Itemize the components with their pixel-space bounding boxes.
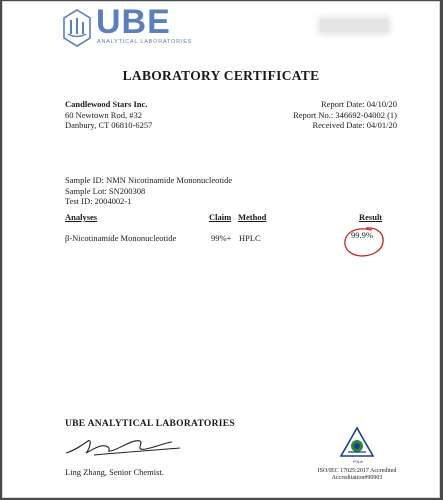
chemist-name: Ling Zhang, Senior Chemist. (65, 467, 164, 477)
lab-name: UBE ANALYTICAL LABORATORIES (65, 419, 236, 429)
sample-info-block (65, 175, 232, 207)
test-id: Test ID: 2004002-1 (65, 196, 132, 206)
header-method: Method (238, 212, 267, 222)
client-address-line1: 60 Newtown Rod, #32 (65, 109, 142, 120)
row-method: HPLC (239, 233, 261, 243)
accreditation-logo-icon (339, 426, 375, 458)
accreditation-text (302, 468, 412, 482)
certificate-page (2, 1, 440, 498)
sample-id: Sample ID: NMN Nicotinamide Mononucleotide (65, 175, 233, 185)
brand-name: UBE (96, 3, 171, 41)
signature-image (64, 431, 184, 463)
result-annotation-circle (342, 225, 386, 259)
ube-logo-mark-icon (62, 9, 92, 47)
header-analyses: Analyses (65, 212, 98, 222)
accreditation-logo-label: PJLA (353, 459, 363, 464)
redacted-area (320, 19, 388, 32)
row-claim: 99%+ (211, 233, 232, 243)
client-address-block (65, 99, 152, 131)
report-number: Report No.: 346692-04002 (1) (293, 109, 397, 120)
client-name: Candlewood Stars Inc. (65, 99, 148, 109)
header-claim: Claim (209, 212, 232, 222)
brand-subtitle: ANALYTICAL LABORATORIES (97, 39, 193, 45)
accreditation-line1: ISO/IEC 17025:2017 Accredited (317, 468, 397, 474)
row-analyses: β-Nicotinamide Mononucleotide (65, 233, 177, 243)
page-title: LABORATORY CERTIFICATE (122, 68, 320, 83)
client-address-line2: Danbury, CT 06810-6257 (65, 120, 153, 130)
report-info-block (293, 99, 397, 131)
report-date: Report Date: 04/10/20 (320, 99, 397, 109)
sample-lot: Sample Lot: SN200308 (65, 185, 146, 196)
header-result: Result (359, 212, 383, 222)
received-date: Received Date: 04/01/20 (312, 120, 397, 130)
row-result: 99.9% (351, 230, 373, 240)
accreditation-line2: Accreditation#90903 (331, 475, 383, 481)
